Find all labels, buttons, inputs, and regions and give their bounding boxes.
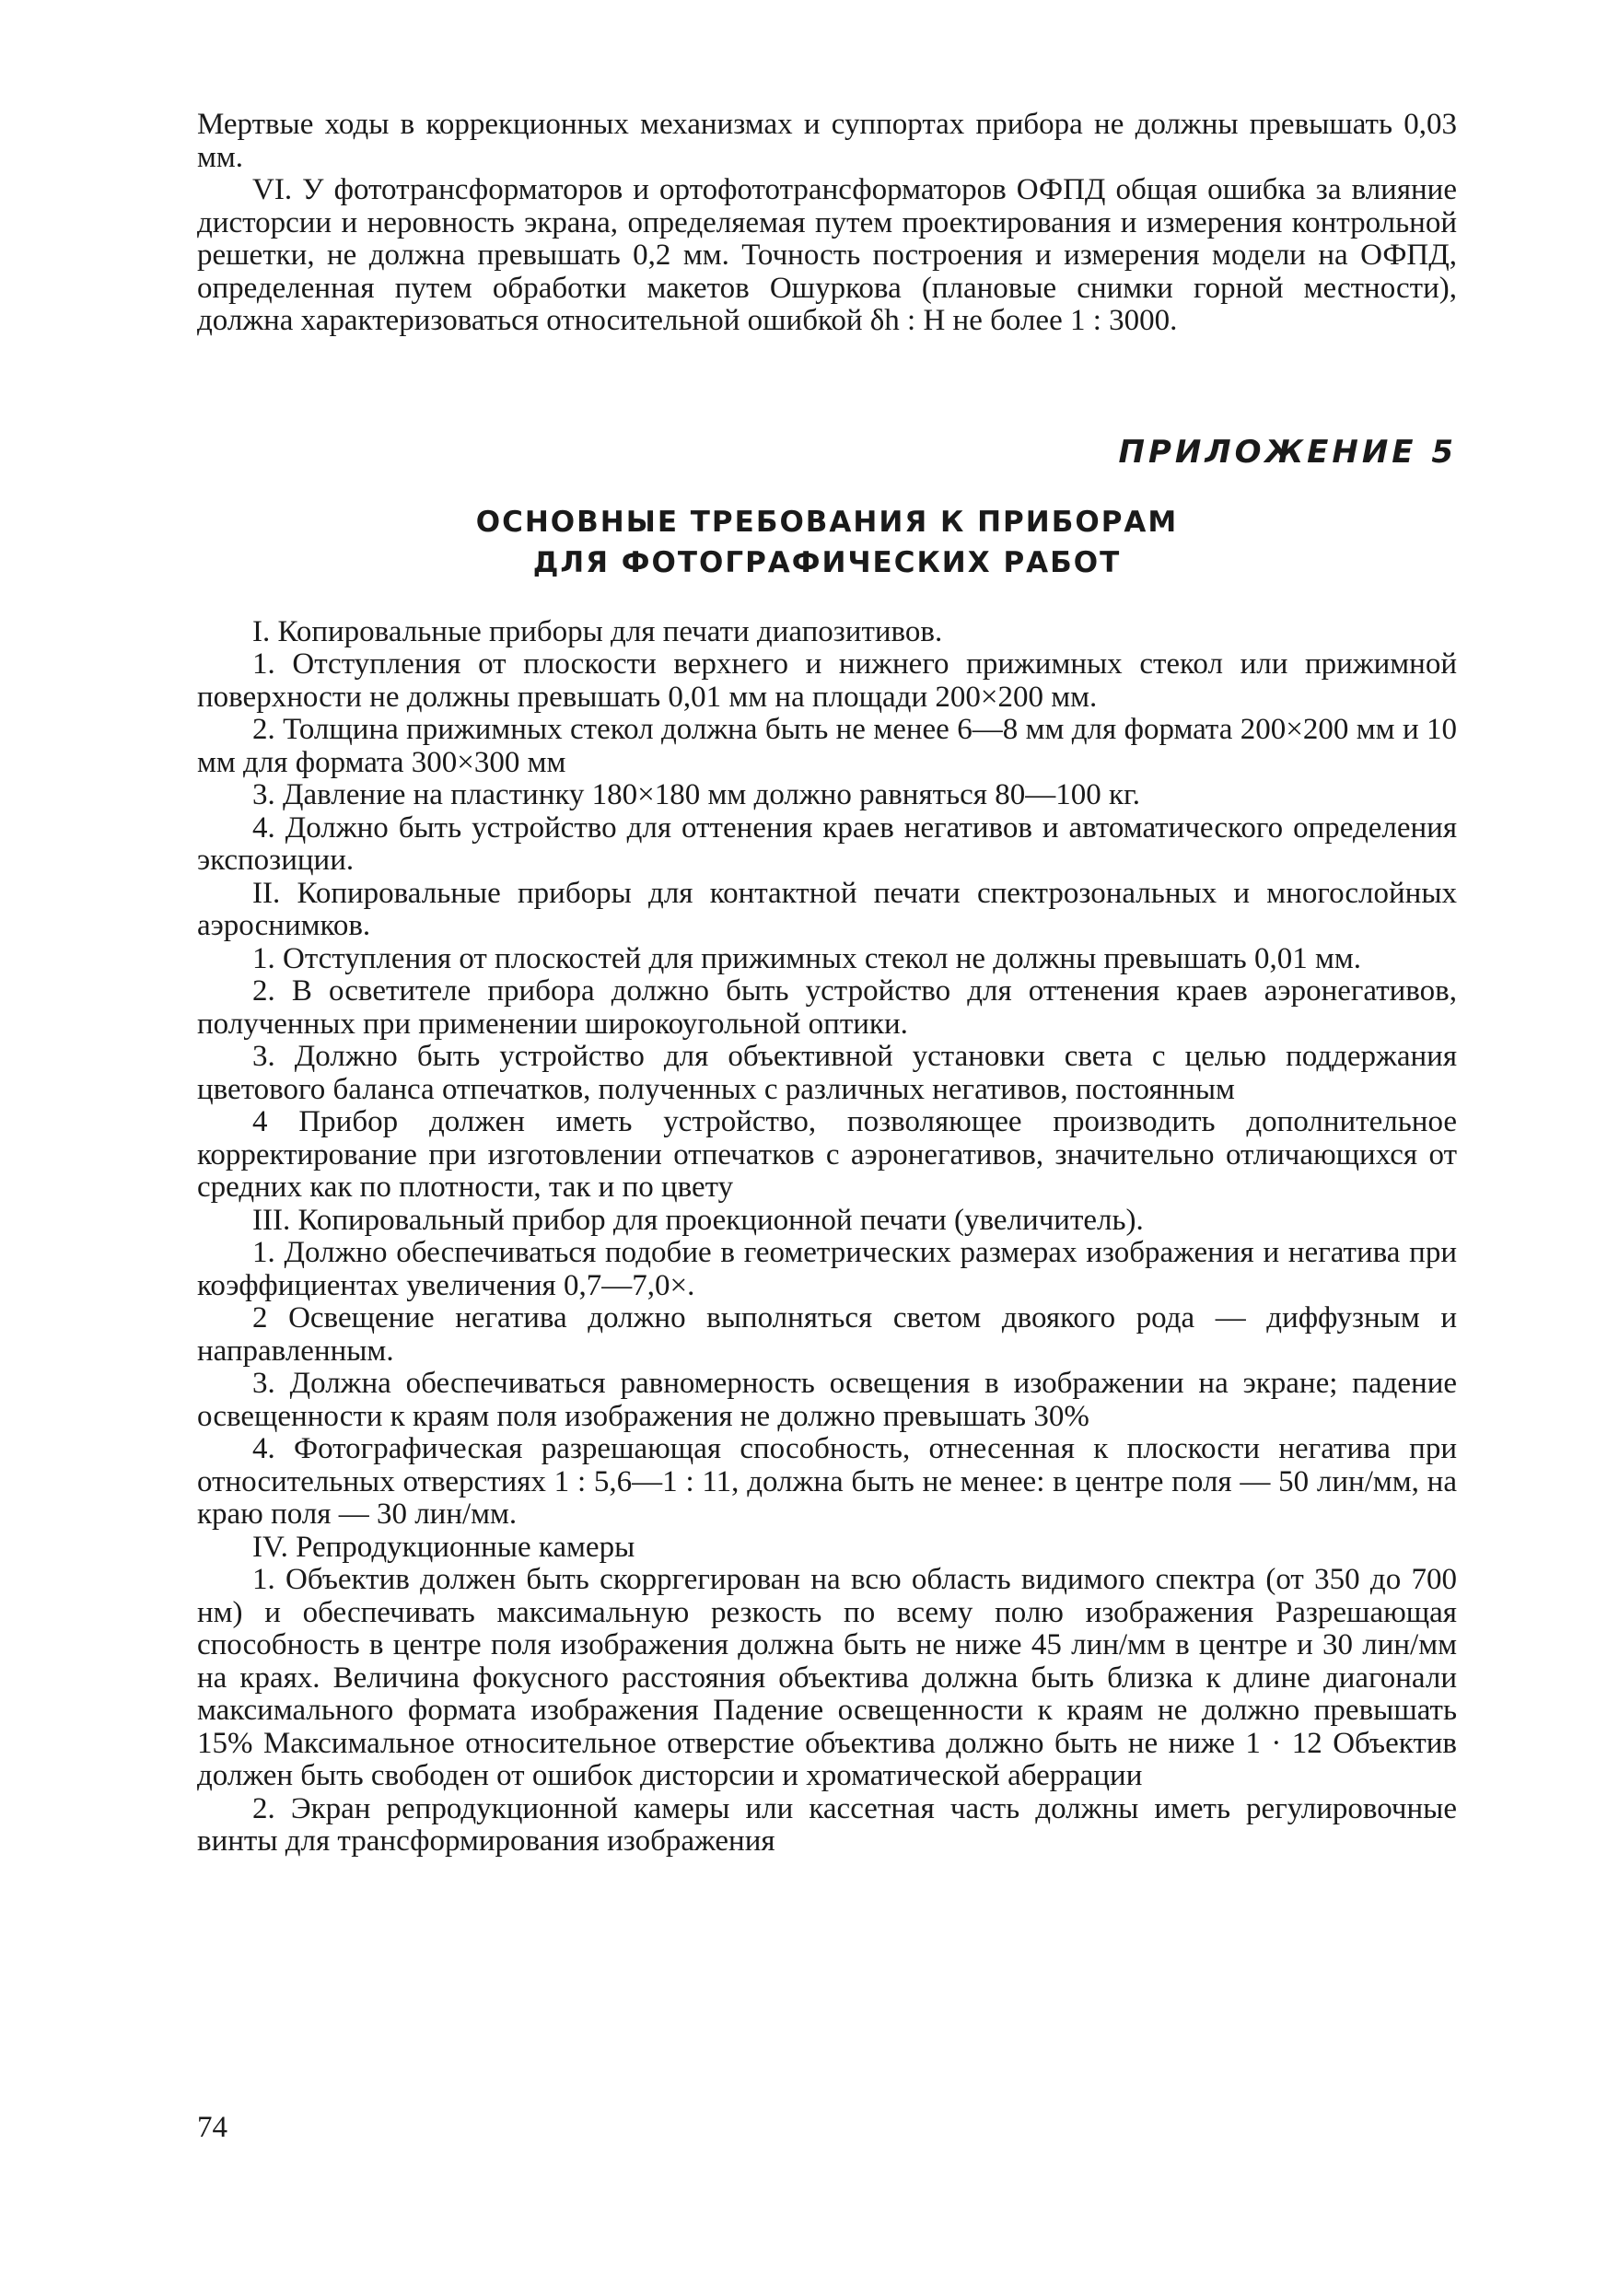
heading-section-iv: IV. Репродукционные камеры: [252, 1530, 635, 1564]
paragraph-iv-1: 1. Объектив должен быть скорргегирован на всю область видимого спектра (от 350 до 700 нм) и обеспечивать максимальную резкость по всему полю изображения Разрешающая способность в центре поля изображения должна быть не ниже 45 лин/мм в центре и 30 лин/мм на краях. Величина фокусного расстояния объектива должна быть близка к длине диагонали максимального формата изображения Падение освещенности к краям не должно превышать 15% Максимальное относительное отверстие объектива должно быть не ниже 1 · 12 Объектив должен быть свободен от ошибок дисторсии и хроматической аберрации: [197, 1563, 1457, 1792]
paragraph-iv-2: 2. Экран репродукционной камеры или кассетная часть должны иметь регулировочные винты для трансформирования изображения: [197, 1791, 1457, 1858]
paragraph-i-4: 4. Должно быть устройство для оттенения краев негативов и автоматического определения экспозиции.: [197, 810, 1457, 877]
paragraph-iii-3: 3. Должна обеспечиваться равномерность освещения в изображении на экране; падение освещенности к краям поля изображения не должно превышать 30%: [197, 1367, 1457, 1433]
paragraph-dead-travel: Мертвые ходы в коррекционных механизмах и суппортах прибора не должны превышать 0,03 мм.: [197, 108, 1457, 174]
paragraph-section-vi: VI. У фототрансформаторов и ортофототрансформаторов ОФПД общая ошибка за влияние дисторсии и неровность экрана, определяемая путем проектирования и измерения контрольной решетки, не должна превышать 0,2 мм. Точность построения и измерения модели на ОФПД, определенная путем обработки макетов Ошуркова (плановые снимки горной местности), должна характеризоваться относительной ошибкой δh : H не более 1 : 3000.: [197, 173, 1457, 337]
heading-section-iii: III. Копировальный прибор для проекционной печати (увеличитель).: [252, 1203, 1144, 1237]
paragraph-ii-2: 2. В осветителе прибора должно быть устройство для оттенения краев аэронегативов, полученных при применении широкоугольной оптики.: [197, 974, 1457, 1041]
section-title-line-2: ДЛЯ ФОТОГРАФИЧЕСКИХ РАБОТ: [532, 545, 1122, 579]
page-content: [197, 109, 1457, 1859]
paragraph-i-3: 3. Давление на пластинку 180×180 мм должно равняться 80—100 кг.: [252, 778, 1141, 811]
section-title-line-1: ОСНОВНЫЕ ТРЕБОВАНИЯ К ПРИБОРАМ: [475, 505, 1179, 539]
paragraph-iii-1: 1. Должно обеспечиваться подобие в геометрических размерах изображения и негатива при коэффициентах увеличения 0,7—7,0×.: [197, 1236, 1457, 1302]
section-title: [197, 502, 1457, 583]
paragraph-i-2: 2. Толщина прижимных стекол должна быть не менее 6—8 мм для формата 200×200 мм и 10 мм для формата 300×300 мм: [197, 713, 1457, 779]
paragraph-ii-1: 1. Отступления от плоскостей для прижимных стекол не должны превышать 0,01 мм.: [252, 941, 1362, 975]
paragraph-iii-2: 2 Освещение негатива должно выполняться светом двоякого рода — диффузным и направленным.: [197, 1301, 1457, 1368]
paragraph-i-1: 1. Отступления от плоскости верхнего и нижнего прижимных стекол или прижимной поверхности не должны превышать 0,01 мм на площади 200×200 мм.: [197, 647, 1457, 714]
appendix-label: ПРИЛОЖЕНИЕ 5: [1118, 433, 1457, 471]
heading-section-ii: II. Копировальные приборы для контактной печати спектрозональных и многослойных аэроснимков.: [197, 876, 1457, 942]
paragraph-ii-4: 4 Прибор должен иметь устройство, позволяющее производить дополнительное корректирование при изготовлении отпечатков с аэронегативов, значительно отличающихся от средних как по плотности, так и по цвету: [197, 1105, 1457, 1204]
paragraph-iii-4: 4. Фотографическая разрешающая способность, отнесенная к плоскости негатива при относительных отверстиях 1 : 5,6—1 : 11, должна быть не менее: в центре поля — 50 лин/мм, на краю поля — 30 лин/мм.: [197, 1432, 1457, 1531]
heading-section-i: I. Копировальные приборы для печати диапозитивов.: [252, 614, 943, 648]
paragraph-ii-3: 3. Должно быть устройство для объективной установки света с целью поддержания цветового баланса отпечатков, полученных с различных негативов, постоянным: [197, 1040, 1457, 1106]
page-number: 74: [197, 2111, 227, 2144]
